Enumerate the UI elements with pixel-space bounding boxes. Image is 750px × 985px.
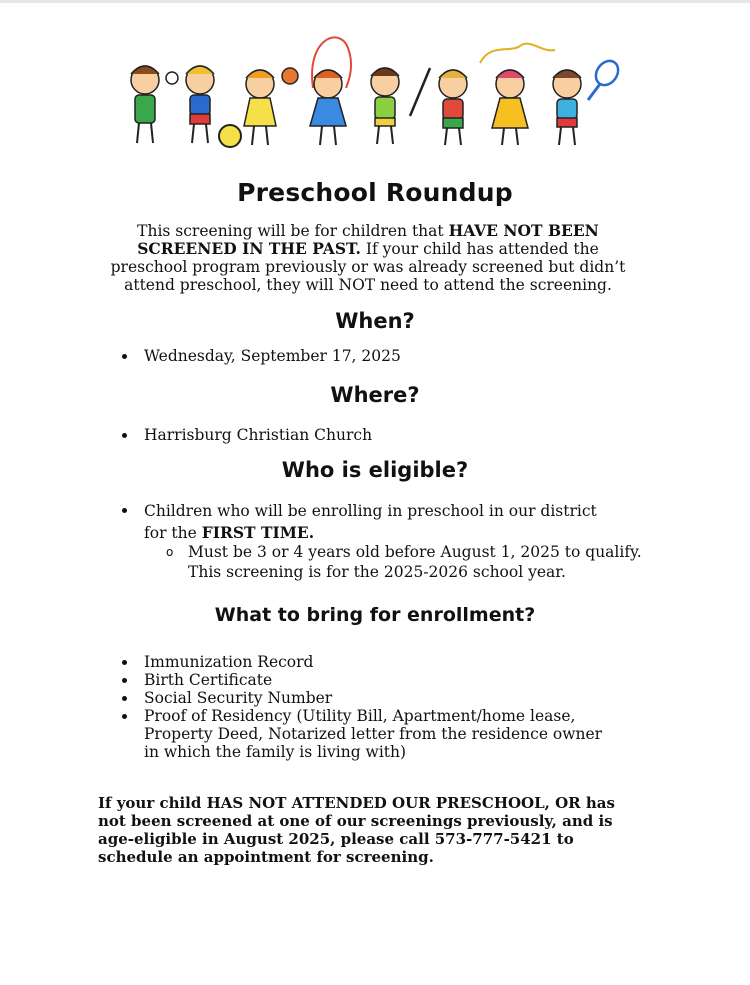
list-item: Wednesday, September 17, 2025 [120, 347, 401, 365]
when-list [120, 347, 401, 365]
child-figure [310, 70, 346, 145]
list-item: Proof of Residency (Utility Bill, Apartment/home lease, Property Deed, Notarized letter from the residence owner in which the family is living with) [120, 707, 620, 761]
eligible-sub-item: o Must be 3 or 4 years old before August 1, 2025 to qualify. This screening is for the 2025-2026 school year. [166, 543, 642, 581]
ribbon-icon [480, 44, 555, 63]
page-title: Preschool Roundup [237, 178, 513, 207]
child-figure [371, 68, 399, 144]
child-figure [131, 66, 159, 143]
child-figure [439, 70, 467, 145]
list-item: Social Security Number [120, 689, 620, 707]
list-item: Children who will be enrolling in preschool in our district for the FIRST TIME. [120, 501, 620, 544]
sub-bullet-marker: o [166, 545, 174, 559]
where-list [120, 426, 372, 444]
child-figure [553, 70, 581, 145]
child-figure [186, 66, 214, 143]
rattle-icon [166, 72, 178, 84]
bring-heading: What to bring for enrollment? [214, 604, 536, 626]
bring-list [120, 653, 620, 761]
eligible-list [120, 501, 620, 544]
child-figure [244, 70, 276, 145]
bat-icon [410, 68, 430, 116]
where-heading: Where? [330, 383, 420, 407]
when-heading: When? [335, 309, 415, 333]
ball-icon [282, 68, 298, 84]
children-illustration [110, 28, 630, 153]
list-item: Harrisburg Christian Church [120, 426, 372, 444]
racket-icon [588, 57, 623, 100]
list-item: Immunization Record [120, 653, 620, 671]
soccer-ball-icon [219, 125, 241, 147]
child-figure [492, 70, 528, 145]
list-item: Birth Certificate [120, 671, 620, 689]
top-border [0, 0, 750, 3]
intro-paragraph: This screening will be for children that HAVE NOT BEEN SCREENED IN THE PAST. If your child has attended the preschool program previously or was already screened but didn’t attend preschool, they will NOT need to attend the screening. [110, 221, 626, 294]
closing-paragraph: If your child HAS NOT ATTENDED OUR PRESCHOOL, OR has not been screened at one of our screenings previously, and is age-eligible in August 2025, please call 573-777-5421 to schedule an appointment for screening. [98, 794, 615, 866]
eligible-heading: Who is eligible? [281, 458, 469, 482]
